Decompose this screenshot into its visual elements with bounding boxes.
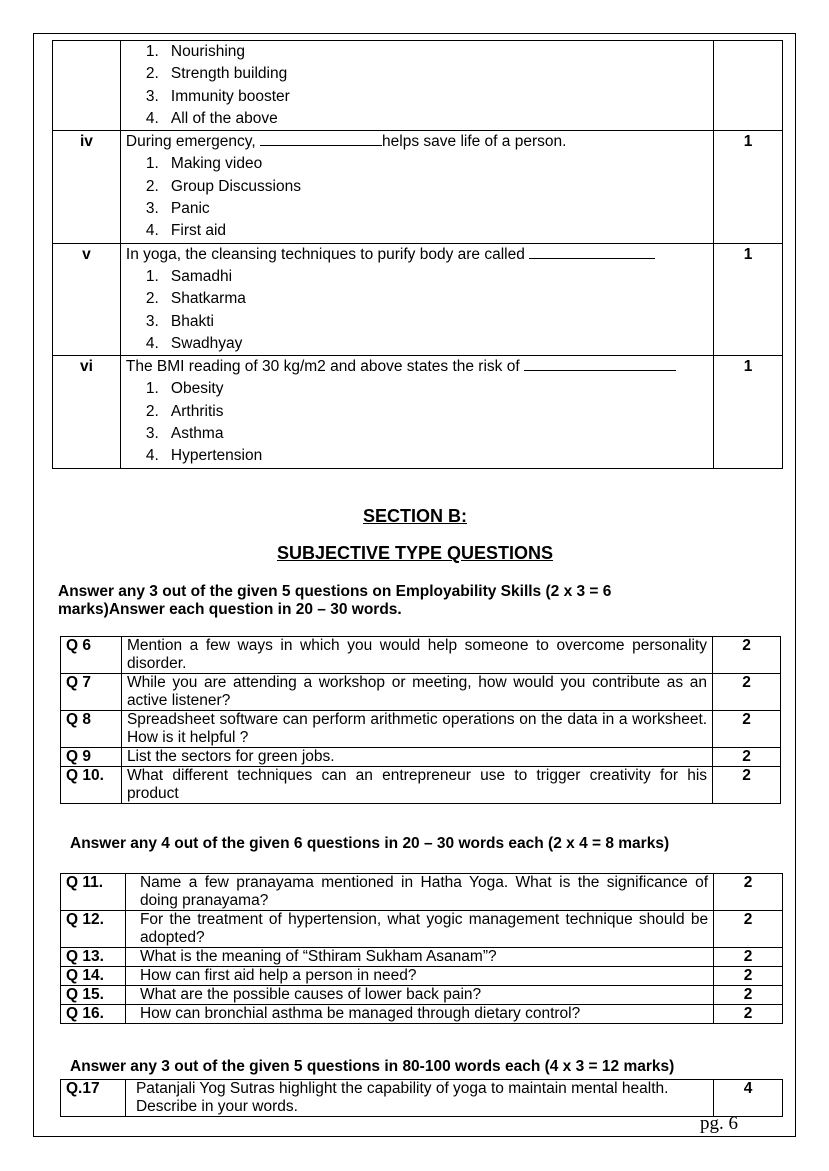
table-row [61, 948, 783, 967]
question-table-long [60, 1079, 783, 1117]
table-row [61, 674, 781, 711]
marks-cell: 4 [714, 1080, 783, 1117]
option: 1. Obesity [145, 380, 224, 398]
question-number: Q 8 [61, 711, 122, 748]
table-row [61, 986, 783, 1005]
option: 3. Immunity booster [145, 87, 290, 105]
table-row [53, 243, 783, 355]
option: 1. Nourishing [145, 43, 246, 60]
question-text: For the treatment of hypertension, what yogic management technique should be adopted? [125, 911, 713, 948]
instruction-20-30-words: Answer any 4 out of the given 6 questions in 20 – 30 words each (2 x 4 = 8 marks) [70, 835, 670, 852]
option: 1. Samadhi [145, 267, 233, 285]
marks-cell [714, 41, 783, 131]
question-number: Q 15. [61, 986, 126, 1005]
option: 4. First aid [145, 222, 227, 240]
question-text: While you are attending a workshop or meeting, how would you contribute as an active listener? [121, 674, 712, 711]
table-row [61, 711, 781, 748]
question-number: Q 6 [61, 637, 122, 674]
question-text: What are the possible causes of lower back pain? [125, 986, 713, 1005]
option: 3. Asthma [145, 425, 224, 443]
marks-cell: 2 [713, 637, 781, 674]
question-number: Q 16. [61, 1005, 126, 1024]
marks-cell: 2 [713, 748, 781, 767]
question-number: Q 9 [61, 748, 122, 767]
fill-blank [524, 356, 676, 371]
question-text: Name a few pranayama mentioned in Hatha Yoga. What is the significance of doing pranayama? [125, 874, 713, 911]
option: 3. Panic [145, 200, 210, 218]
marks-cell: 1 [714, 243, 783, 355]
question-text: What is the meaning of “Sthiram Sukham Asanam”? [125, 948, 713, 967]
question-text: The BMI reading of 30 kg/m2 and above states the risk of [126, 356, 708, 378]
table-row [61, 1005, 783, 1024]
table-row [61, 637, 781, 674]
marks-cell: 2 [714, 1005, 783, 1024]
question-text: Patanjali Yog Sutras highlight the capability of yoga to maintain mental health. Describe in your words. [125, 1080, 713, 1117]
instruction-employability: Answer any 3 out of the given 5 questions on Employability Skills (2 x 3 = 6 marks)Answer each question in 20 – 30 words. [58, 583, 612, 618]
fill-blank [260, 131, 382, 146]
question-number: Q 10. [61, 767, 122, 804]
marks-cell: 1 [714, 131, 783, 243]
question-table-employability [60, 636, 781, 804]
question-cell [120, 356, 713, 468]
question-text: In yoga, the cleansing techniques to purify body are called [126, 244, 708, 266]
table-row [61, 967, 783, 986]
marks-cell: 2 [714, 967, 783, 986]
question-text: How can first aid help a person in need? [125, 967, 713, 986]
question-number: v [53, 243, 121, 355]
marks-cell: 2 [714, 874, 783, 911]
marks-cell: 2 [714, 911, 783, 948]
marks-cell: 2 [714, 948, 783, 967]
question-number: iv [53, 131, 121, 243]
option: 1. Making video [145, 155, 263, 173]
question-cell [120, 41, 713, 131]
table-row [61, 911, 783, 948]
question-text: How can bronchial asthma be managed through dietary control? [125, 1005, 713, 1024]
marks-cell: 2 [713, 711, 781, 748]
question-text: Spreadsheet software can perform arithmetic operations on the data in a worksheet. How is it helpful ? [121, 711, 712, 748]
table-row [53, 356, 783, 468]
section-title: SECTION B: [362, 506, 467, 526]
fill-blank [529, 244, 655, 259]
question-text: During emergency, helps save life of a person. [125, 133, 567, 151]
section-subtitle: SUBJECTIVE TYPE QUESTIONS [276, 543, 554, 563]
option: 2. Shatkarma [145, 290, 246, 308]
question-table-short [60, 873, 783, 1024]
marks-cell: 1 [714, 356, 783, 468]
question-text: List the sectors for green jobs. [121, 748, 712, 767]
question-number: Q 7 [61, 674, 122, 711]
table-row [61, 1080, 783, 1117]
question-text: What different techniques can an entrepreneur use to trigger creativity for his product [121, 767, 712, 804]
question-number: Q 11. [61, 874, 126, 911]
question-number: Q 14. [61, 967, 126, 986]
page-number: pg. 6 [700, 1113, 738, 1134]
mcq-table [52, 40, 783, 469]
table-row [53, 41, 783, 131]
option: 4. Hypertension [145, 447, 263, 465]
option: 2. Group Discussions [145, 177, 301, 195]
question-number: Q.17 [61, 1080, 126, 1117]
marks-cell: 2 [713, 674, 781, 711]
option: 2. Strength building [145, 65, 288, 83]
option: 2. Arthritis [145, 402, 224, 420]
marks-cell: 2 [713, 767, 781, 804]
question-cell [120, 131, 713, 243]
instruction-80-100-words: Answer any 3 out of the given 5 questions in 80-100 words each (4 x 3 = 12 marks) [70, 1058, 675, 1075]
option: 3. Bhakti [145, 312, 214, 330]
question-number: Q 12. [61, 911, 126, 948]
marks-cell: 2 [714, 986, 783, 1005]
question-number: Q 13. [61, 948, 126, 967]
question-number [53, 41, 121, 131]
table-row [61, 767, 781, 804]
option: 4. All of the above [145, 109, 278, 127]
option: 4. Swadhyay [145, 334, 243, 352]
question-text: Mention a few ways in which you would help someone to overcome personality disorder. [121, 637, 712, 674]
question-cell [120, 243, 713, 355]
table-row [53, 131, 783, 243]
table-row [61, 748, 781, 767]
table-row [61, 874, 783, 911]
question-number: vi [53, 356, 121, 468]
